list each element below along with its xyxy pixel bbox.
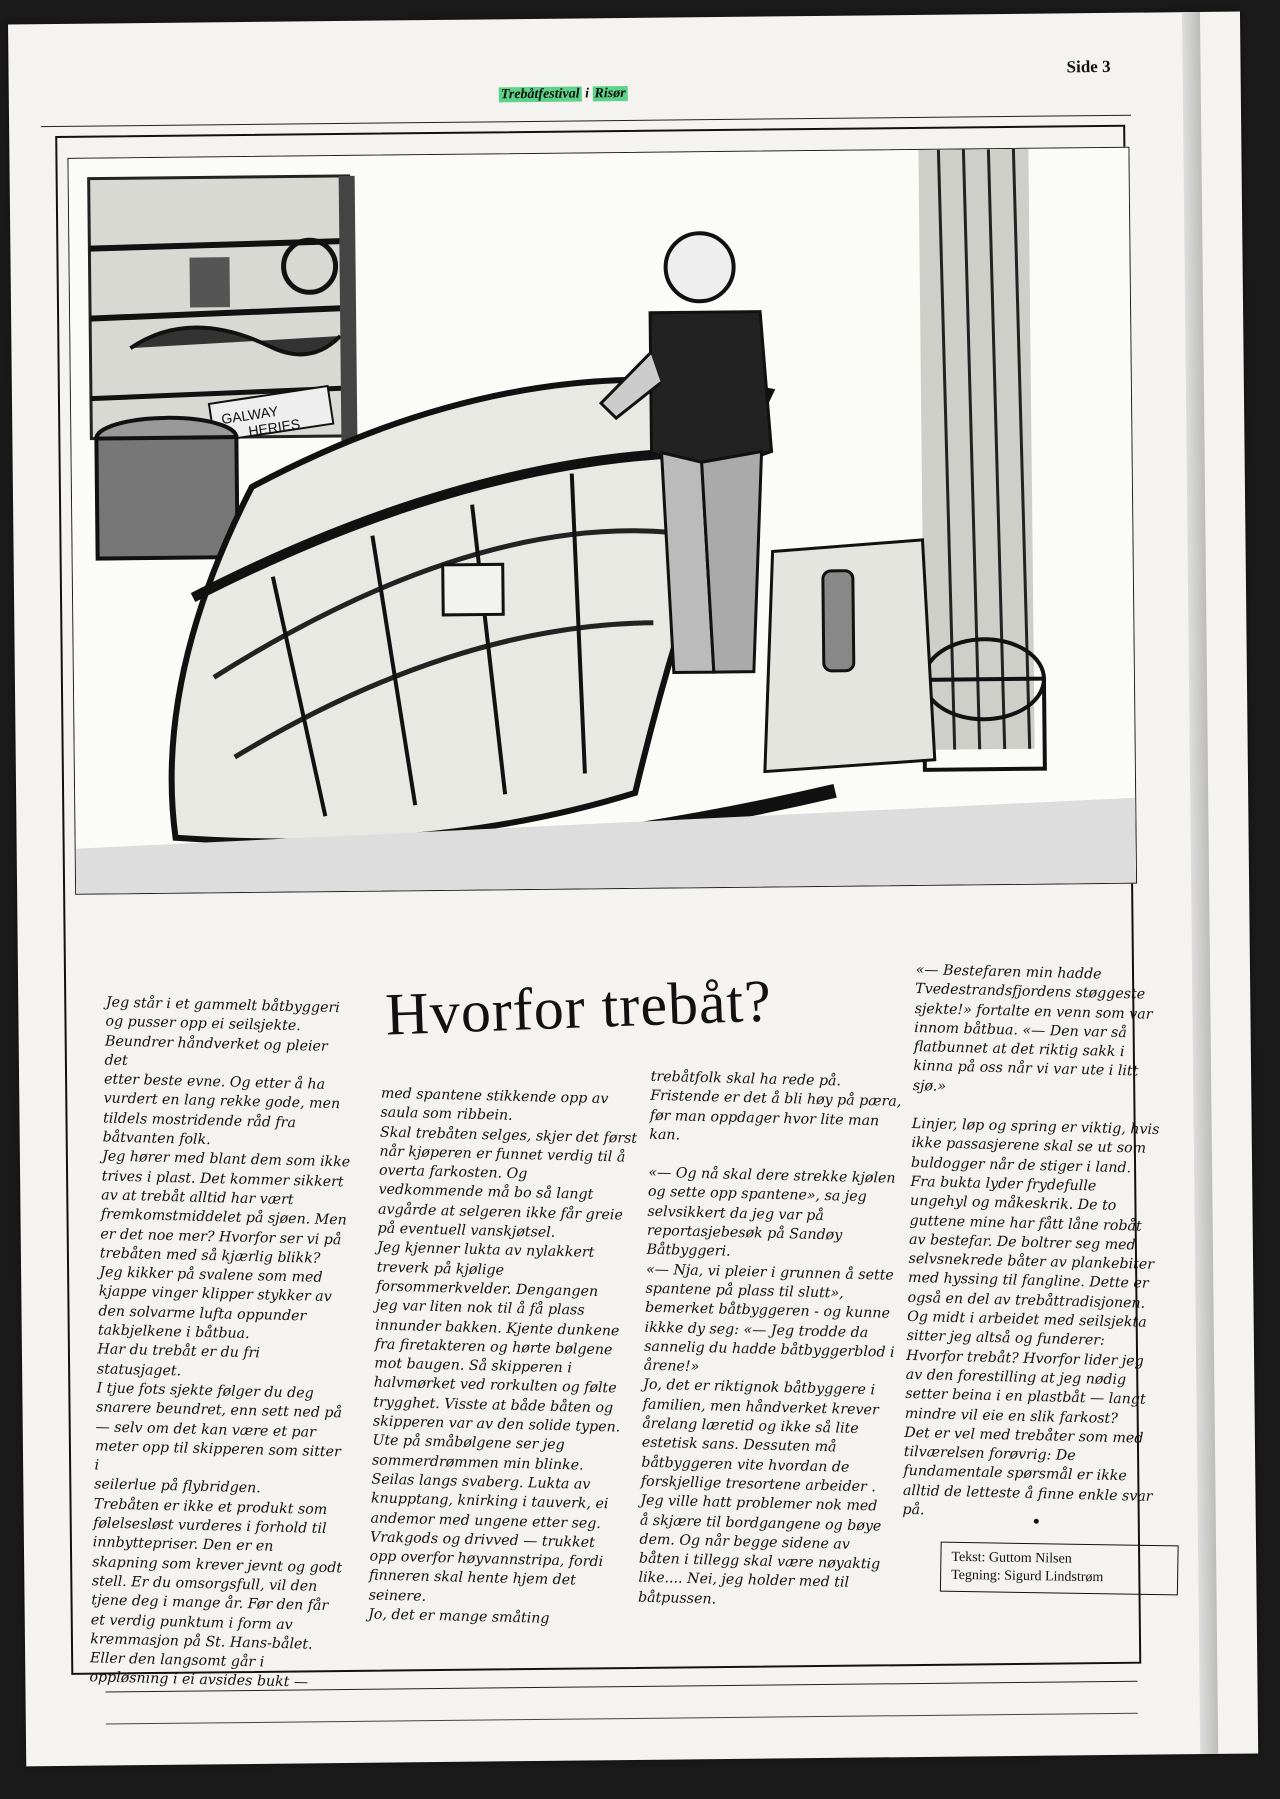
text-line: ikke passasjerene skal se ut som [911, 1135, 1147, 1158]
text-line: finneren skal hente hjem det [368, 1567, 576, 1589]
text-line: Linjer, løp og spring er viktig, hvis [911, 1116, 1160, 1139]
sign-line-2: HERIES [247, 415, 302, 440]
text-line: Fristende er det å bli høy på pæra, [650, 1088, 902, 1111]
text-line: er det noe mer? Hvorfor ser vi på [100, 1225, 342, 1248]
text-line: knupptang, knirking i tauverk, ei [370, 1490, 609, 1513]
text-line: trebåtfolk skal ha rede på. [650, 1068, 842, 1090]
text-line: Jeg kikker på svalene som med [99, 1264, 323, 1286]
text-line: sjekte!» fortalte en venn som var [914, 1000, 1153, 1023]
text-line: Vrakgods og drivved — trukket [369, 1529, 595, 1551]
text-line: guttene mine har fått låne robåt [909, 1212, 1142, 1235]
text-line: andemor med ungene etter seg. [370, 1510, 602, 1532]
text-line: båtpussen. [637, 1589, 717, 1608]
text-line: når kjøperen er funnet verdig til å [379, 1143, 626, 1166]
text-line: reportasjebesøk på Sandøy [646, 1222, 843, 1244]
text-line: vedkommende må bo så langt [378, 1182, 594, 1204]
text-line: av bestefar. De boltrer seg med [908, 1231, 1136, 1254]
text-line: Tvedestrandsfjordens støggeste [915, 981, 1146, 1003]
text-line: alltid de letteste å finne enkle svar [902, 1482, 1153, 1505]
credit-text: Tekst: Guttom Nilsen [951, 1549, 1072, 1567]
text-line: sjø.» [912, 1077, 947, 1095]
text-line: saula som ribbein. [380, 1104, 513, 1125]
text-line: snarere beundret, enn sett ned på [95, 1399, 343, 1422]
text-line: båtbyggeren vite hvordan de [641, 1454, 850, 1476]
text-line: kremmasjon på St. Hans-bålet. [90, 1631, 313, 1653]
text-line: Jeg står i et gammelt båtbyggeri [105, 994, 340, 1017]
page-number: Side 3 [1066, 56, 1111, 77]
text-line: skapning som krever jevnt og godt [92, 1553, 343, 1577]
text-line: av den forestilling at jeg nødig [905, 1366, 1127, 1389]
text-line: trygghet. Visste at både båten og [373, 1394, 614, 1417]
text-line: et verdig punktum i form av [90, 1611, 293, 1633]
text-line: fundamentale spørsmål er ikke [903, 1463, 1127, 1485]
text-line: innom båtbua. «— Den var så [914, 1019, 1127, 1042]
text-line: båtvanten folk. [102, 1129, 211, 1149]
text-line: tilværelsen forøvrig: De [903, 1443, 1076, 1465]
article-column-4 [902, 961, 1174, 1526]
text-line: Har du trebåt er du fri statusjaget. [96, 1341, 261, 1380]
text-line: på. [902, 1501, 925, 1519]
bottom-rule-2 [106, 1713, 1138, 1725]
text-line: — selv om det kan være et par [95, 1418, 317, 1441]
text-line: spantene på plass til slutt», [645, 1280, 844, 1302]
article-column-1 [89, 993, 356, 1694]
text-line: sommerdrømmen min blinke. [371, 1452, 584, 1474]
text-line: og pusser opp ei seilsjekte. [105, 1013, 301, 1035]
text-line: jeg var liten nok til å få plass [375, 1297, 585, 1319]
text-line: ikkke dy seg: «— Jeg trodde da [644, 1319, 869, 1341]
text-line: estetisk sans. Dessuten må [641, 1435, 837, 1456]
text-line: innbyttepriser. Den er en [92, 1534, 274, 1556]
text-line: seinere. [368, 1587, 427, 1605]
text-line: «— Og nå skal dere strekke kjølen [648, 1164, 896, 1187]
text-line: overta farkosten. Og [378, 1162, 528, 1183]
text-line: innunder bakken. Kjente dunkene [375, 1317, 620, 1340]
text-line: bemerket båtbyggeren - og kunne [644, 1299, 891, 1322]
text-line: sannelig du hadde båtbyggerblod i [643, 1338, 895, 1361]
text-line: årene!» [643, 1357, 700, 1376]
text-line: med hyssing til fangline. Dette er [907, 1270, 1149, 1293]
text-line: selvsikkert da jeg var på [647, 1203, 824, 1224]
article-column-3 [638, 1068, 903, 1614]
text-line: avgårde at selgeren ikke får greie [377, 1201, 624, 1224]
kicker-place: Risør [594, 85, 626, 102]
text-line: Fra bukta lyder frydefulle [910, 1173, 1097, 1195]
illustration-drawing [68, 148, 1136, 894]
text-line: oppløsning i ei avsides bukt — [89, 1669, 309, 1692]
text-line: forsommerkvelder. Dengangen [376, 1278, 599, 1300]
text-line: fra firetakteren og hørte bølgene [374, 1336, 613, 1359]
text-line: forskjellige tresortene arbeider . [640, 1473, 877, 1496]
text-line: sitter jeg altså og funderer: [906, 1328, 1105, 1350]
text-line: med spantene stikkende opp av [380, 1085, 609, 1108]
text-line: familien, men håndverket krever [642, 1396, 879, 1419]
newspaper-page [8, 12, 1258, 1767]
text-line: flatbunnet at det riktig sakk i [913, 1039, 1125, 1061]
text-line: takbjelkene i båtbua. [97, 1322, 250, 1343]
article-column-2 [368, 1085, 639, 1631]
end-dot [1034, 1519, 1039, 1524]
text-line: etter beste evne. Og etter å ha [103, 1071, 326, 1094]
text-line: båten i tillegg skal være nøyaktig [638, 1550, 881, 1573]
text-line: og sette opp spantene», sa jeg [647, 1184, 867, 1206]
sign-line-1: GALWAY [220, 402, 280, 428]
text-line: Seilas langs svaberg. Lukta av [371, 1471, 591, 1493]
text-line: av at trebåt alltid har vært [101, 1187, 294, 1209]
text-line: Jeg ville hatt problemer nok med [640, 1492, 878, 1515]
text-line: ungehyl og måkeskrik. De to [909, 1193, 1117, 1215]
text-line: Båtbyggeri. [646, 1242, 731, 1261]
text-line: opp overfor høyvannstripa, fordi [369, 1548, 604, 1571]
credit-box [940, 1542, 1179, 1596]
text-line: Ute på småbølgene ser jeg [372, 1432, 565, 1454]
text-line: Jo, det er riktignok båtbyggere i [643, 1377, 876, 1399]
text-line: selvsnekrede båter av plankebiter [908, 1251, 1155, 1274]
text-line: I tjue fots sjekte følger du deg [96, 1380, 314, 1402]
text-line: kan. [649, 1126, 681, 1144]
text-line: før man oppdager hvor lite man [649, 1107, 880, 1129]
text-line: den solvarme lufta oppunder [98, 1303, 307, 1325]
page-edge [1182, 12, 1218, 1754]
text-line: Det er vel med trebåter som med [904, 1424, 1144, 1447]
text-line: treverk på kjølige [376, 1259, 505, 1279]
article-headline: Hvorfor trebåt? [384, 967, 773, 1048]
kicker-highlight: Trebåtfestival [500, 86, 580, 103]
text-line: vurdert en lang rekke gode, men [103, 1090, 341, 1113]
text-line: buldogger når de stiger i land. [910, 1154, 1132, 1176]
text-line: dem. Og når begge sidene av [639, 1531, 851, 1553]
text-line: trives i plast. Det kommer sikkert [101, 1168, 344, 1191]
text-line: stell. Er du omsorgsfull, vil den [91, 1573, 318, 1595]
text-line: like.... Nei, jeg holder med til [638, 1570, 850, 1592]
text-line: Og midt i arbeidet med seilsjekta [906, 1308, 1147, 1331]
text-line: mindre vil eie en slik farkost? [904, 1405, 1119, 1427]
boatbuilder-illustration [67, 147, 1137, 895]
text-line: tjene deg i mange år. Før den får [91, 1592, 329, 1615]
text-line: kjappe vinger klipper stykker av [98, 1283, 332, 1306]
top-rule [41, 115, 1131, 127]
text-line: halvmørket ved rorkulten og følte [373, 1374, 617, 1397]
text-line: kinna på oss når vi var ute i litt [913, 1058, 1139, 1080]
text-line: Beundrer håndverket og pleier det [104, 1033, 328, 1069]
text-line: Trebåten er ikke et produkt som [93, 1496, 328, 1518]
text-line: seilerlue på flybridgen. [93, 1476, 261, 1497]
text-line: setter beina i en plastbåt — langt [905, 1386, 1146, 1408]
text-line: «— Nja, vi pleier i grunnen å sette [645, 1261, 894, 1284]
section-kicker [499, 86, 628, 103]
text-line: også en del av trebåttradisjonen. [907, 1289, 1146, 1312]
text-line: Skal trebåten selges, skjer det først [379, 1124, 638, 1147]
text-line: fremkomstmiddelet på sjøen. Men [100, 1206, 347, 1229]
text-line: å skjære til bordgangene og bøye [639, 1512, 882, 1535]
text-line: skipperen var av den solide typen. [372, 1413, 621, 1436]
text-line: Jo, det er mange småting [368, 1606, 550, 1627]
text-line: årelang læretid og ikke så lite [642, 1415, 859, 1438]
text-line: Jeg kjenner lukta av nylakkert [376, 1239, 595, 1262]
kicker-connector: i [585, 86, 590, 102]
text-line: Eller den langsomt går i [89, 1650, 265, 1671]
text-line: på eventuell vanskjøtsel. [377, 1220, 556, 1241]
text-line: tildels mostridende råd fra [102, 1110, 297, 1131]
text-line: trebåten med så kjærlig blikk? [99, 1245, 321, 1267]
text-line: Hvorfor trebåt? Hvorfor lider jeg [906, 1347, 1144, 1370]
text-line: følelsesløst vurderes i forhold til [93, 1515, 327, 1538]
text-line: meter opp til skipperen som sitter i [94, 1438, 341, 1474]
text-line: Jeg hører med blant dem som ikke [101, 1148, 351, 1171]
text-line: «— Bestefaren min hadde [915, 961, 1102, 983]
text-line: mot baugen. Så skipperen i [374, 1355, 573, 1377]
credit-drawing: Tegning: Sigurd Lindstrøm [951, 1567, 1104, 1586]
